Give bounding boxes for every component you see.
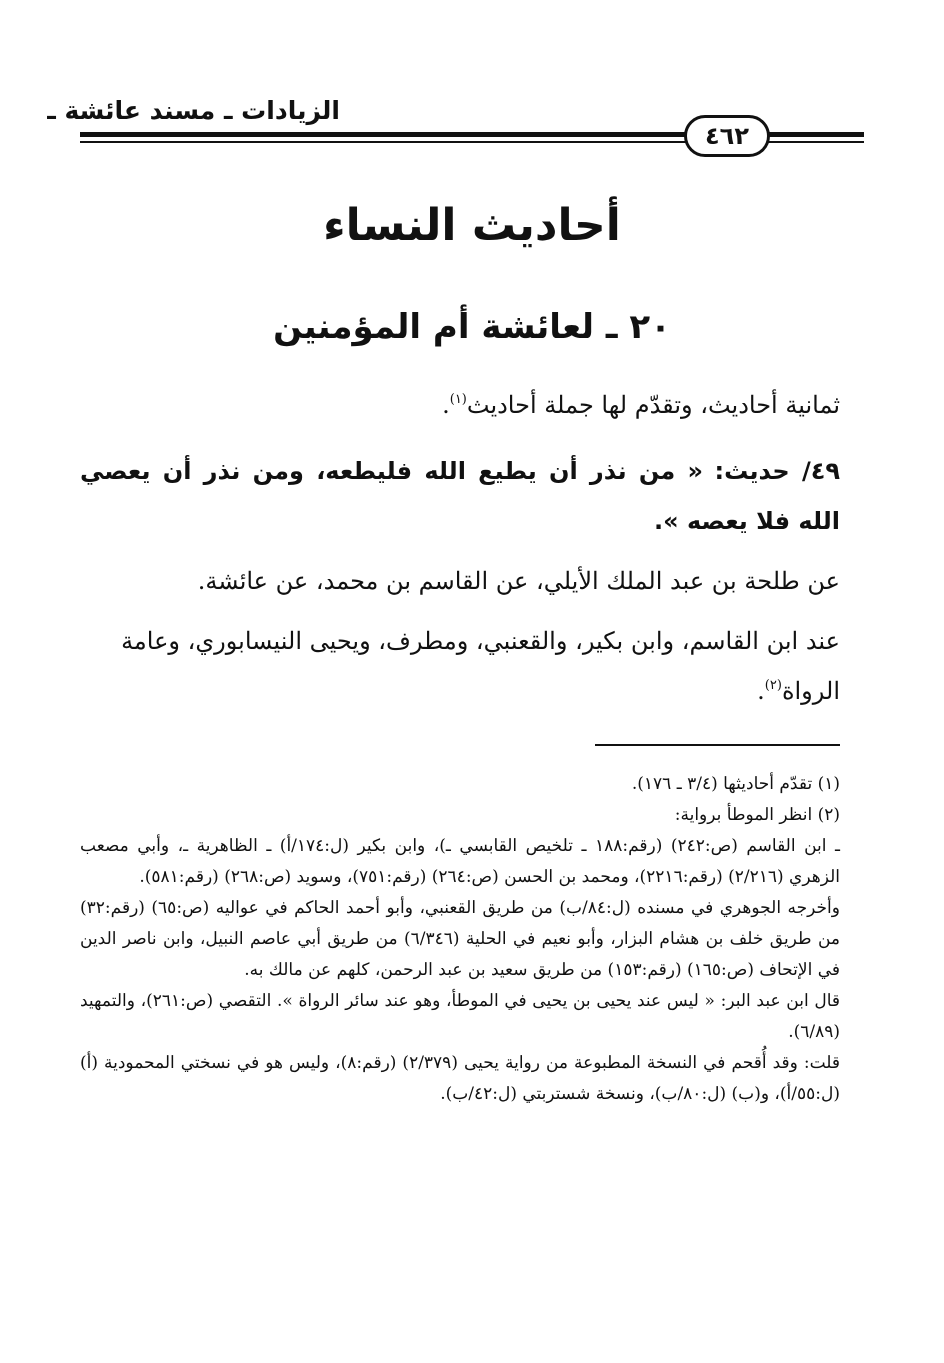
footnote-1: (١) تقدّم أحاديثها (٣/٤ ـ ١٧٦). [631, 774, 840, 794]
page-number: ٤٦٢ [684, 115, 770, 157]
hadith-paragraph [80, 446, 840, 546]
narrators-text: عند ابن القاسم، وابن بكير، والقعنبي، ومطرف، ويحيى النيسابوري، وعامة الرواة [121, 627, 840, 705]
footnote-2-intro: (٢) انظر الموطأ برواية: [674, 805, 840, 825]
intro-end: . [442, 391, 450, 419]
hadith-label: ٤٩/ حديث: [714, 457, 840, 485]
header-rule-thin [80, 141, 686, 143]
header-rule-right-thin [768, 141, 864, 143]
footnote-2-note: قلت: وقد أُقحم في النسخة المطبوعة من رواية يحيى (٢/٣٧٩) (رقم:٨)، وليس هو في نسختي المحمودية (أ) (ل:٥٥/أ)، و(ب) (ل:٨٠/ب)، ونسخة شستربتي (ل:٤٢/ب). [80, 1053, 841, 1104]
hadith-text: « من نذر أن يطيع الله فليطعه، ومن نذر أن يعصي الله فلا يعصه ». [80, 457, 840, 535]
chain-paragraph [80, 556, 840, 606]
narrators-end: . [757, 677, 765, 705]
chain-text: عن طلحة بن عبد الملك الأيلي، عن القاسم بن محمد، عن عائشة. [197, 567, 840, 595]
footnote-separator [595, 744, 840, 746]
narrators-paragraph [80, 616, 840, 716]
footnote-ref-2: (٢) [764, 678, 782, 693]
footnote-2-ibn-abd-al-barr: قال ابن عبد البر: « ليس عند يحيى بن يحيى في الموطأ، وهو عند سائر الرواة ». التقصي (ص:٢٦١)، والتمهيد (٦/٨٩). [80, 991, 841, 1042]
running-header-title: الزيادات ـ مسند عائشة ـ [47, 96, 340, 125]
section-title: ٢٠ ـ لعائشة أم المؤمنين [273, 307, 671, 347]
intro-paragraph [80, 380, 840, 430]
footnote-2-editions: ـ ابن القاسم (ص:٢٤٢) (رقم:١٨٨ ـ تلخيص القابسي ـ)، وابن بكير (ل:١٧٤/أ) ـ الظاهرية ـ، وأبي مصعب الزهري (٢/٢١٦) (رقم:٢٢١٦)، ومحمد بن الحسن (ص:٢٦٤) (رقم:٧٥١)، وسويد (ص:٢٦٨) (رقم:٥٨١). [80, 836, 840, 887]
intro-text: ثمانية أحاديث، وتقدّم لها جملة أحاديث [466, 391, 840, 419]
footnote-2-takhrij: وأخرجه الجوهري في مسنده (ل:٨٤/ب) من طريق القعنبي، وأبو أحمد الحاكم في عواليه (ص:٦٥) (رقم:٣٢) من طريق خلف بن هشام البزار، وأبو نعيم في الحلية (٦/٣٤٦) من طريق أبي عاصم النبيل، وابن ناصر الدين في الإتحاف (ص:١٦٥) (رقم:١٥٣) من طريق سعيد بن عبد الرحمن، كلهم عن مالك به. [80, 898, 840, 980]
footnotes [80, 769, 840, 1110]
footnote-ref-1: (١) [449, 392, 467, 407]
header-rule-right-thick [768, 132, 864, 137]
header-rule-thick [80, 132, 686, 137]
main-title: أحاديث النساء [323, 200, 621, 251]
